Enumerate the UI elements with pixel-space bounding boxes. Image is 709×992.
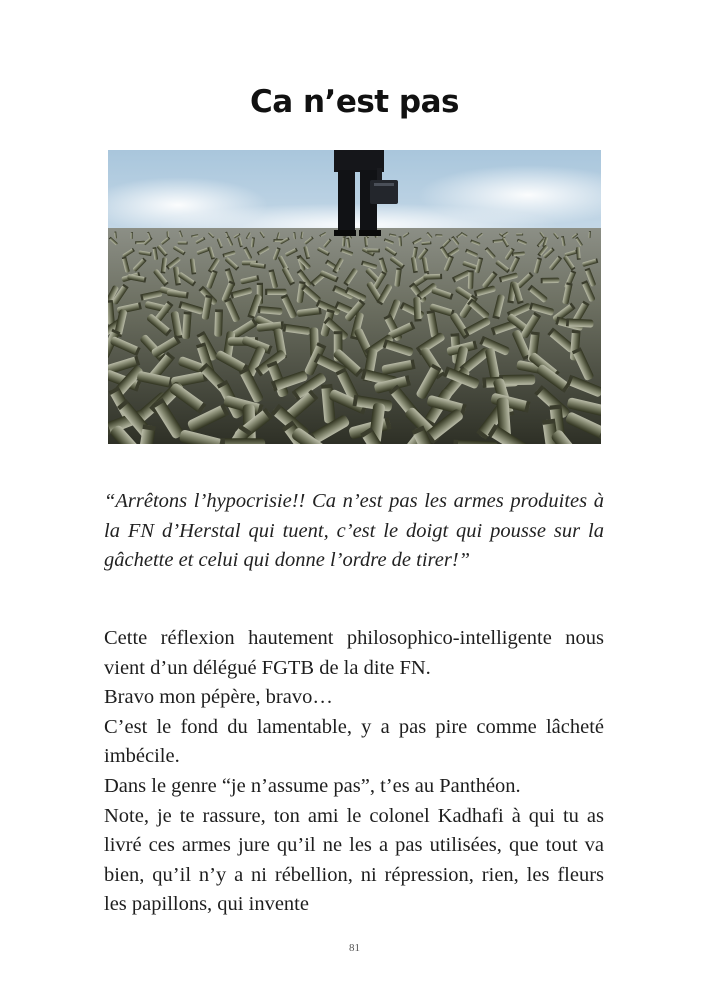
page-number: 81 — [349, 942, 360, 954]
paragraph: Note, je te rassure, ton ami le colonel Kadhafi à qui tu as livré ces armes jure qu’il ne les a pas utilisées, que tout va bien, qu’il n’y a ni rébellion, ni répression, rien, les fleurs les papillons, qui invente — [104, 804, 604, 916]
paragraph: Bravo mon pépère, bravo… — [104, 686, 333, 709]
paragraph: Cette réflexion hautement philosophico-intelligente nous vient d’un délégué FGTB de la dite FN. — [104, 627, 604, 679]
illustration-image — [108, 150, 601, 444]
paragraph: C’est le fond du lamentable, y a pas pire comme lâcheté imbécile. — [104, 715, 604, 768]
body-text — [104, 624, 604, 920]
page-title: Ca n’est pas — [250, 84, 459, 120]
epigraph-quote: “Arrêtons l’hypocrisie!! Ca n’est pas les armes produites à la FN d’Herstal qui tuent, c’est le doigt qui pousse sur la gâchette et celui qui donne l’ordre de tirer!” — [104, 490, 604, 571]
paragraph: Dans le genre “je n’assume pas”, t’es au Panthéon. — [104, 774, 521, 797]
